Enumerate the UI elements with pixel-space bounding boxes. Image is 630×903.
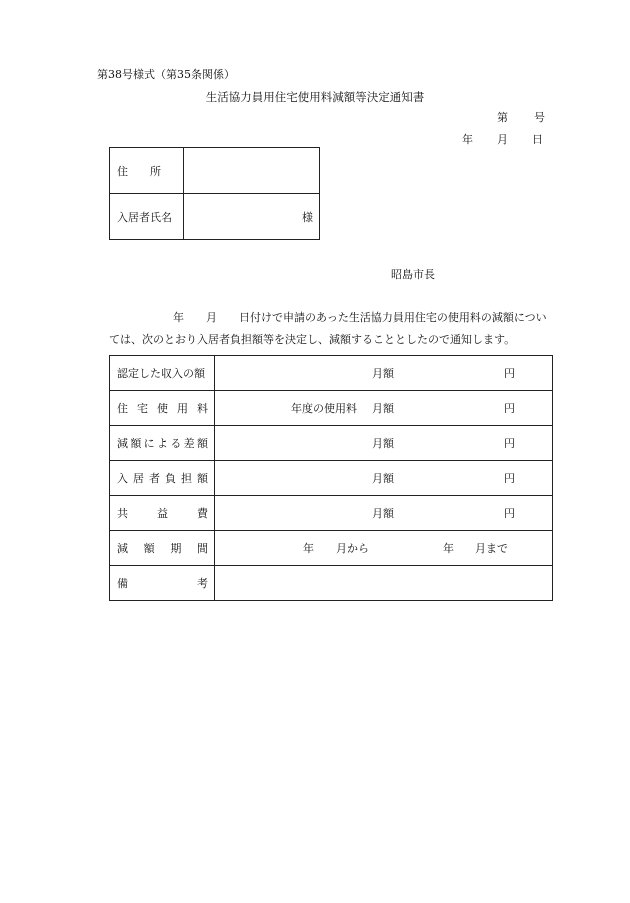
period-label-text xyxy=(117,540,214,556)
table-row xyxy=(110,531,553,566)
recipient-table xyxy=(109,147,320,240)
label-char: 料 xyxy=(197,402,208,415)
common-unit-yen: 円 xyxy=(504,507,515,520)
remarks-value xyxy=(215,566,553,601)
period-label xyxy=(110,531,215,566)
date-day: 日 xyxy=(532,133,543,146)
label-char: 期 xyxy=(170,542,182,555)
label-char: 宅 xyxy=(137,402,148,415)
period-value xyxy=(215,531,553,566)
label-char: 備 xyxy=(117,577,128,590)
issuer: 昭島市長 xyxy=(391,268,435,281)
label-char: よ xyxy=(156,437,168,450)
common-value xyxy=(215,496,553,531)
common-label xyxy=(110,496,215,531)
document-title: 生活協力員用住宅使用料減額等決定通知書 xyxy=(205,90,425,104)
burden-label-text xyxy=(117,470,214,486)
common-label-text xyxy=(117,505,214,521)
diff-value xyxy=(215,426,553,461)
label-char: 額 xyxy=(197,472,208,485)
rent-value xyxy=(215,391,553,426)
date-year: 年 xyxy=(462,133,473,146)
burden-label xyxy=(110,461,215,496)
label-char: 負 xyxy=(165,472,176,485)
label-char: 額 xyxy=(196,437,208,450)
remarks-label xyxy=(110,566,215,601)
name-field xyxy=(184,194,320,240)
table-row xyxy=(110,356,553,391)
table-row xyxy=(110,461,553,496)
burden-unit-monthly: 月額 xyxy=(372,472,394,485)
issue-date xyxy=(462,131,543,147)
income-unit-yen: 円 xyxy=(504,367,515,380)
address-row xyxy=(110,148,320,194)
label-char: 共 xyxy=(117,507,128,520)
income-unit-monthly: 月額 xyxy=(372,367,394,380)
label-char: 者 xyxy=(149,472,160,485)
diff-label xyxy=(110,426,215,461)
income-label: 認定した収入の額 xyxy=(110,356,215,391)
label-char: 考 xyxy=(197,577,208,590)
label-char: 減 xyxy=(117,437,128,450)
doc-no-go: 号 xyxy=(534,111,545,124)
table-row xyxy=(110,391,553,426)
label-char: 入 xyxy=(117,472,128,485)
label-char: 差 xyxy=(183,437,195,450)
label-char: 間 xyxy=(196,542,208,555)
burden-unit-yen: 円 xyxy=(504,472,515,485)
name-label: 入居者氏名 xyxy=(110,194,184,240)
period-to-year: 年 xyxy=(443,542,454,555)
table-row xyxy=(110,496,553,531)
rent-label xyxy=(110,391,215,426)
burden-value xyxy=(215,461,553,496)
label-char: 額 xyxy=(143,542,155,555)
diff-unit-monthly: 月額 xyxy=(372,437,394,450)
period-from-month: 月から xyxy=(336,542,369,555)
label-char: 益 xyxy=(157,507,168,520)
form-number: 第38号様式（第35条関係） xyxy=(97,68,235,81)
doc-no-dai: 第 xyxy=(497,111,508,124)
notice-body xyxy=(109,307,569,351)
income-value xyxy=(215,356,553,391)
period-from-year: 年 xyxy=(303,542,314,555)
rent-unit-yen: 円 xyxy=(504,402,515,415)
rent-prefix: 年度の使用料 xyxy=(291,402,357,415)
name-row xyxy=(110,194,320,240)
label-char: に xyxy=(143,437,155,450)
common-unit-monthly: 月額 xyxy=(372,507,394,520)
label-char: 額 xyxy=(130,437,142,450)
label-char: 用 xyxy=(177,402,188,415)
body-line-2: ては、次のとおり入居者負担額等を決定し、減額することとしたので通知します。 xyxy=(109,333,516,346)
rent-unit-monthly: 月額 xyxy=(372,402,394,415)
document-number xyxy=(497,109,545,125)
address-field xyxy=(184,148,320,194)
date-month: 月 xyxy=(497,133,508,146)
label-char: 住 xyxy=(117,402,128,415)
diff-label-text xyxy=(117,435,214,451)
period-to-month: 月まで xyxy=(475,542,508,555)
label-char: 使 xyxy=(157,402,168,415)
label-char: 担 xyxy=(181,472,192,485)
diff-unit-yen: 円 xyxy=(504,437,515,450)
label-char: 費 xyxy=(197,507,208,520)
table-row xyxy=(110,566,553,601)
remarks-label-text xyxy=(117,575,214,591)
rent-label-text xyxy=(117,400,214,416)
details-table xyxy=(109,355,553,601)
address-label: 住 所 xyxy=(110,148,184,194)
body-line-1: 年 月 日付けで申請のあった生活協力員用住宅の使用料の減額につい xyxy=(173,311,547,324)
table-row xyxy=(110,426,553,461)
label-char: る xyxy=(170,437,182,450)
honorific: 様 xyxy=(302,210,313,224)
label-char: 居 xyxy=(133,472,144,485)
label-char: 減 xyxy=(117,542,128,555)
